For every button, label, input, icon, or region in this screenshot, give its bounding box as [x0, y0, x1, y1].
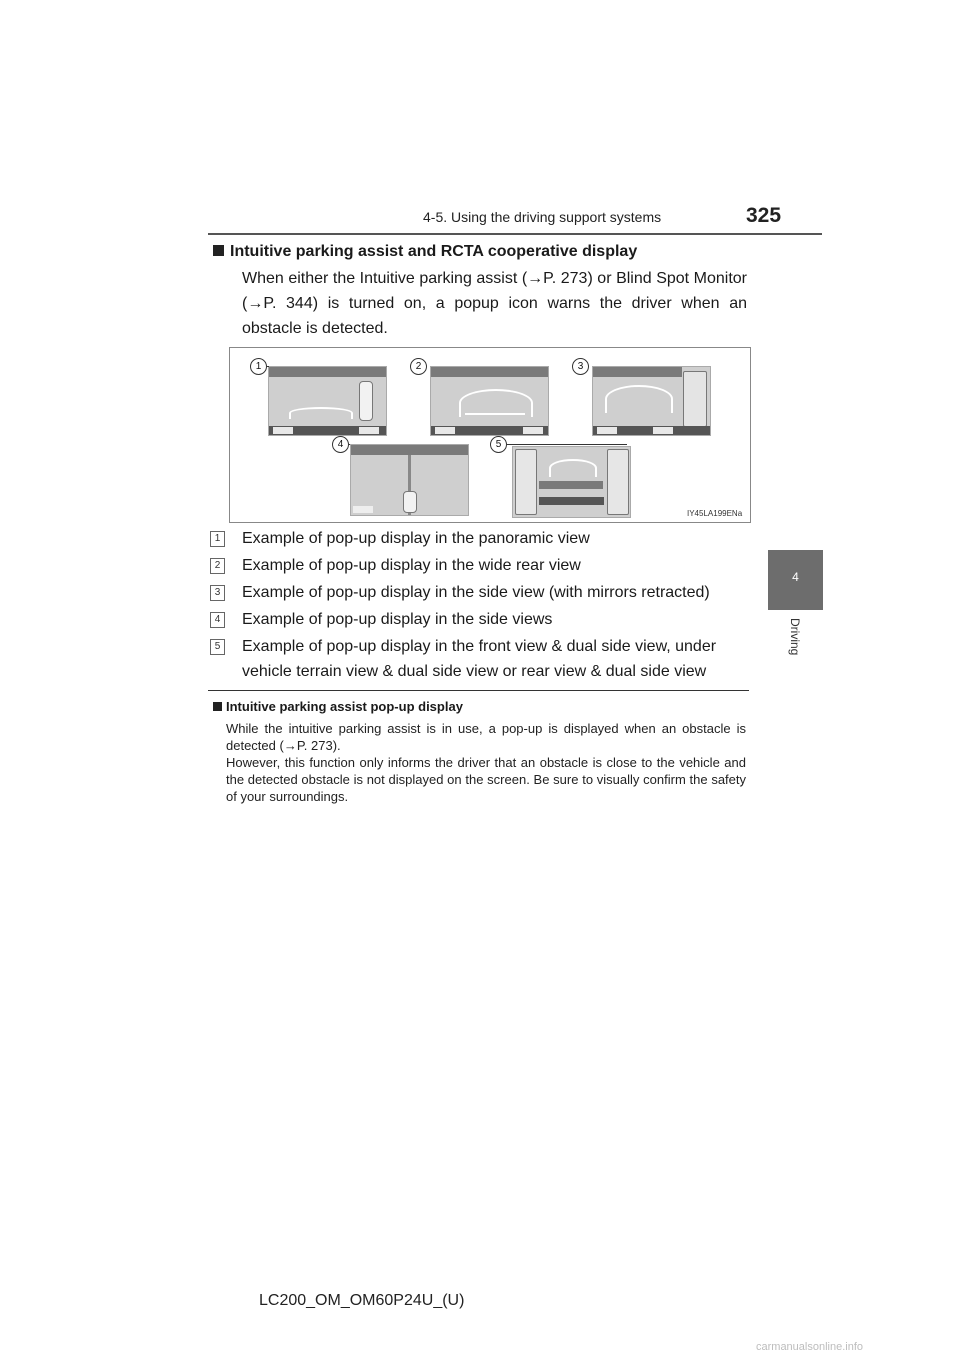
list-item-text: Example of pop-up display in the front view & dual side view, under vehicle terrain view & dual side view or rear view & dual side view: [242, 638, 717, 680]
screen-button: [273, 427, 293, 434]
popup-banner: [593, 367, 682, 377]
vehicle-icon: [403, 491, 417, 513]
list-item-text: Example of pop-up display in the panoramic view: [242, 530, 590, 547]
screen-thumbnail-1: [268, 366, 387, 436]
popup-banner: [269, 367, 386, 377]
screen-thumbnail-3: [592, 366, 711, 436]
list-item-text: Example of pop-up display in the side view (with mirrors retracted): [242, 584, 710, 601]
square-bullet-icon: [213, 702, 222, 711]
screen-button: [597, 427, 617, 434]
guide-arc: [605, 385, 673, 413]
chapter-label: Driving: [788, 618, 802, 656]
left-side-panel: [515, 449, 537, 515]
note-paragraph: While the intuitive parking assist is in use, a pop-up is displayed when an obstacle is detected (→P. 273).: [226, 721, 746, 753]
guide-line: [465, 413, 525, 415]
watermark: carmanualsonline.info: [756, 1341, 864, 1353]
screen-thumbnail-5: [512, 446, 631, 518]
screen-button: [653, 427, 673, 434]
screen-footer-bar: [593, 426, 710, 435]
list-item: [210, 634, 750, 684]
header-section-title: 4-5. Using the driving support systems: [423, 209, 662, 225]
note-heading-text: Intuitive parking assist pop-up display: [226, 699, 463, 714]
callout-legend-list: [210, 526, 750, 686]
screen-thumbnail-4: [350, 444, 469, 516]
list-item: [210, 526, 750, 551]
vehicle-icon: [359, 381, 373, 421]
right-side-panel: [607, 449, 629, 515]
figure-illustration: [229, 347, 751, 523]
section-paragraph: When either the Intuitive parking assist (→P. 273) or Blind Spot Monitor (→P. 344) is turned on, a popup icon warns the driver when an obstacle is detected.: [242, 270, 747, 337]
callout-1: 1: [250, 358, 267, 375]
chapter-number: 4: [792, 570, 799, 584]
list-item-text: Example of pop-up display in the side views: [242, 611, 553, 628]
side-view-panel: [683, 371, 707, 427]
note-heading: [213, 699, 463, 714]
callout-2: 2: [410, 358, 427, 375]
screen-button: [523, 427, 543, 434]
list-item: [210, 607, 750, 632]
callout-4: 4: [332, 436, 349, 453]
callout-5: 5: [490, 436, 507, 453]
square-bullet-icon: [213, 245, 224, 256]
callout-leader: [349, 444, 350, 445]
note-rule: [208, 690, 749, 691]
popup-banner: [539, 481, 603, 489]
note-body: [226, 720, 746, 805]
screen-footer-bar: [269, 426, 386, 435]
popup-banner: [351, 445, 468, 455]
guide-arc: [549, 459, 597, 477]
screen-footer-bar: [431, 426, 548, 435]
chapter-tab: [768, 550, 823, 610]
list-item: [210, 580, 750, 605]
list-item-number: 3: [210, 585, 225, 601]
popup-banner: [431, 367, 548, 377]
document-code: LC200_OM_OM60P24U_(U): [259, 1292, 465, 1309]
chapter-label-box: [768, 616, 823, 676]
callout-leader: [267, 366, 269, 367]
callout-leader: [507, 444, 627, 445]
screen-button: [359, 427, 379, 434]
screen-thumbnail-2: [430, 366, 549, 436]
list-item-number: 4: [210, 612, 225, 628]
figure-code: IY45LA199ENa: [687, 509, 743, 518]
list-item-number: 2: [210, 558, 225, 574]
list-item-text: Example of pop-up display in the wide rear view: [242, 557, 581, 574]
page-number: 325: [746, 204, 782, 227]
header-rule: [208, 233, 822, 235]
section-heading: [213, 243, 637, 261]
section-heading-text: Intuitive parking assist and RCTA cooperative display: [230, 243, 638, 260]
screen-footer-bar: [539, 497, 604, 505]
callout-3: 3: [572, 358, 589, 375]
list-item: [210, 553, 750, 578]
note-paragraph: However, this function only informs the driver that an obstacle is close to the vehicle and the detected obstacle is not displayed on the screen. Be sure to visually confirm the safety of your surroundings.: [226, 755, 746, 804]
screen-button: [353, 506, 373, 513]
screen-button: [435, 427, 455, 434]
list-item-number: 5: [210, 639, 225, 655]
list-item-number: 1: [210, 531, 225, 547]
guide-arc: [289, 407, 353, 419]
